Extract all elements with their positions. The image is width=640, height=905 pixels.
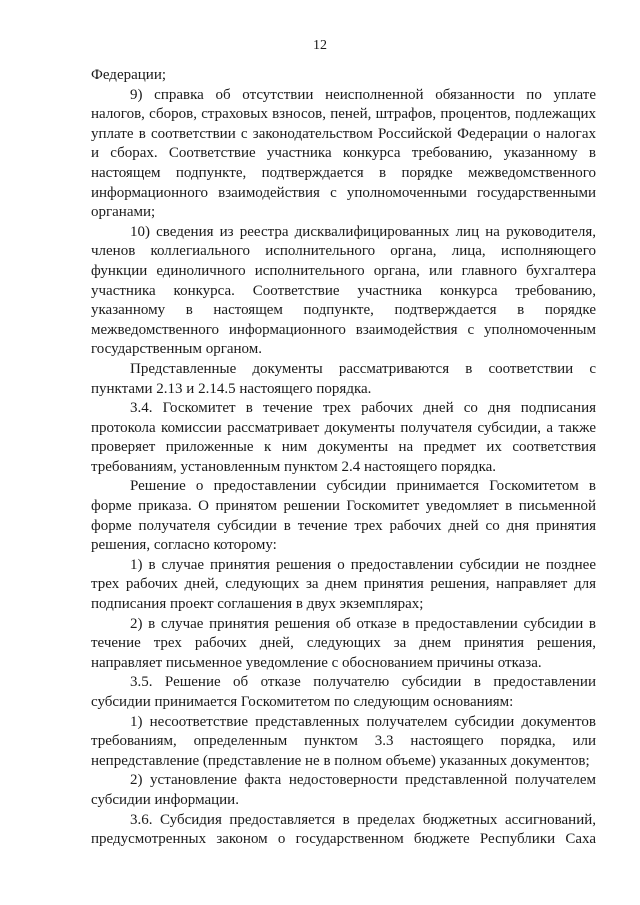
paragraph-decision-item-1: 1) в случае принятия решения о предоставлении субсидии не позднее трех рабочих дней, следующих за днем принятия решения, направляет для подписания проект соглашения в двух экземплярах; <box>91 556 596 613</box>
paragraph-refusal-item-2: 2) установление факта недостоверности представленной получателем субсидии информации. <box>91 772 596 808</box>
paragraph-item-10: 10) сведения из реестра дисквалифицированных лиц на руководителя, членов коллегиального исполнительного органа, лица, исполняющего функции единоличного исполнительного органа, или главного бухгалтера участника конкурса. Соответствие участника конкурса требованию, указанному в настоящем подпункте, подтверждается в порядке межведомственного информационного взаимодействия с уполномоченным государственным органом. <box>91 223 596 358</box>
document-body <box>91 66 596 850</box>
paragraph-documents-review: Представленные документы рассматриваются в соответствии с пунктами 2.13 и 2.14.5 настоящего порядка. <box>91 360 596 397</box>
paragraph-refusal-item-1: 1) несоответствие представленных получателем субсидии документов требованиям, определенным пунктом 3.3 настоящего порядка, или непредставление (представление не в полном объеме) указанных документов; <box>91 713 596 769</box>
paragraph-3-4: 3.4. Госкомитет в течение трех рабочих дней со дня подписания протокола комиссии рассматривает документы получателя субсидии, а также проверяет приложенные к ним документы на предмет их соответствия требованиям, установленным пунктом 2.4 настоящего порядка. <box>91 400 596 475</box>
paragraph-decision-item-2: 2) в случае принятия решения об отказе в предоставлении субсидии в течение трех рабочих дней, следующих за днем принятия решения, направляет письменное уведомление с обоснованием причины отказа. <box>91 615 596 671</box>
paragraph-decision: Решение о предоставлении субсидии принимается Госкомитетом в форме приказа. О принятом решении Госкомитет уведомляет в письменной форме получателя субсидии в течение трех рабочих дней со дня принятия решения, согласно которому: <box>91 478 596 554</box>
paragraph-continuation: Федерации; <box>91 67 167 83</box>
paragraph-3-6: 3.6. Субсидия предоставляется в пределах бюджетных ассигнований, предусмотренных законом о государственном бюджете Республики Саха <box>91 811 596 848</box>
paragraph-3-5: 3.5. Решение об отказе получателю субсидии в предоставлении субсидии принимается Госкомитетом по следующим основаниям: <box>91 674 596 710</box>
page-number: 12 <box>313 38 327 53</box>
paragraph-item-9: 9) справка об отсутствии неисполненной обязанности по уплате налогов, сборов, страховых взносов, пеней, штрафов, процентов, подлежащих уплате в соответствии с законодательством Российской Федерации о налогах и сборах. Соответствие участника конкурса требованию, указанному в настоящем подпункте, подтверждается в порядке межведомственного информационного взаимодействия с уполномоченными государственными органами; <box>91 86 596 221</box>
